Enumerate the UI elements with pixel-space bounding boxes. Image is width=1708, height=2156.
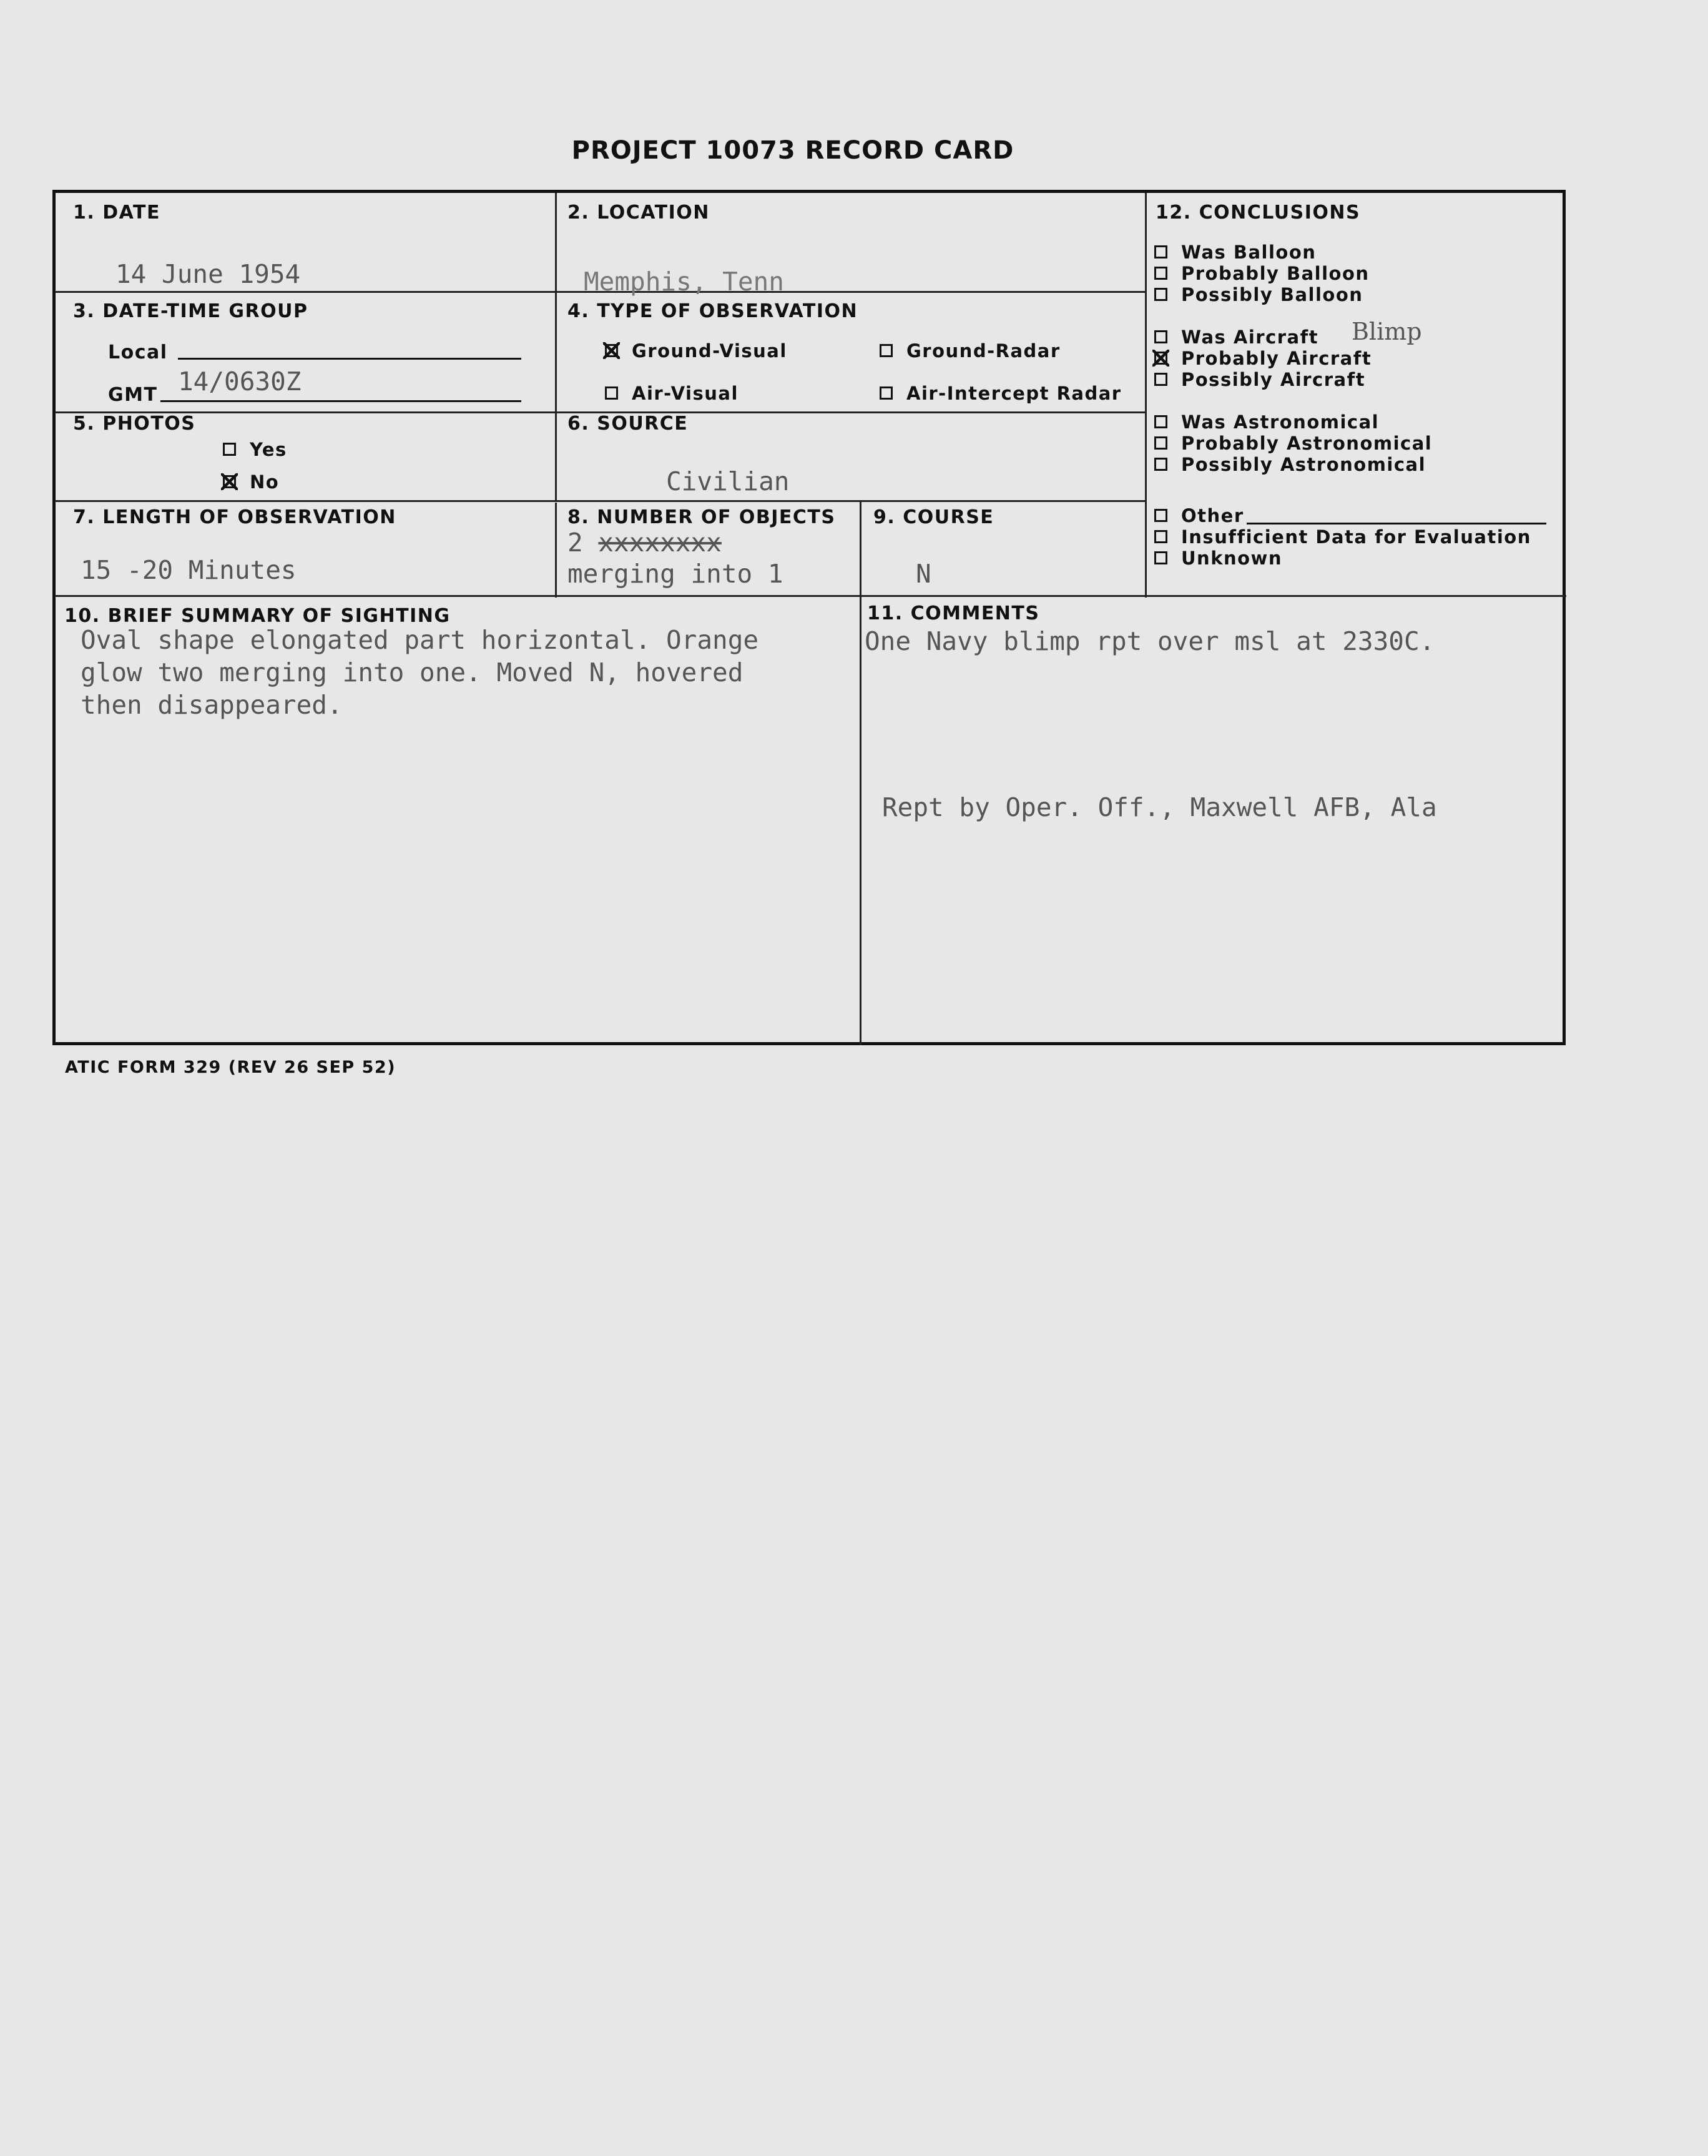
divider — [555, 193, 557, 500]
number-of-objects-detail: merging into 1 — [567, 559, 783, 589]
conclusion-label: Was Astronomical — [1181, 411, 1380, 433]
conclusion-possibly-aircraft[interactable] — [1154, 369, 1365, 390]
divider — [860, 500, 861, 1045]
summary-label: 10. BRIEF SUMMARY OF SIGHTING — [64, 605, 451, 627]
date-value: 14 June 1954 — [115, 259, 301, 289]
option-ground-radar[interactable] — [880, 340, 1061, 362]
date-label: 1. DATE — [73, 202, 160, 224]
source-label: 6. SOURCE — [567, 413, 689, 435]
length-of-observation-value: 15 -20 Minutes — [81, 555, 297, 585]
checkbox[interactable] — [880, 344, 893, 357]
checkbox[interactable] — [1154, 530, 1167, 543]
conclusion-possibly-balloon[interactable] — [1154, 284, 1363, 305]
gmt-line — [160, 400, 521, 402]
conclusion-probably-aircraft[interactable] — [1154, 348, 1372, 369]
checkbox[interactable] — [605, 386, 618, 400]
option-air-intercept-radar[interactable] — [880, 383, 1122, 404]
checkbox[interactable] — [1154, 509, 1167, 522]
location-label: 2. LOCATION — [567, 202, 710, 224]
other-line — [1247, 523, 1546, 524]
course-value: N — [916, 559, 931, 589]
conclusion-label: Possibly Astronomical — [1181, 454, 1426, 475]
option-photos-no[interactable] — [223, 471, 279, 493]
checkbox[interactable] — [223, 443, 236, 456]
number-of-objects-value — [567, 528, 722, 558]
summary-line-3: then disappeared. — [81, 690, 343, 720]
option-photos-yes[interactable] — [223, 439, 287, 460]
number-of-objects-label: 8. NUMBER OF OBJECTS — [567, 506, 836, 528]
conclusion-label: Was Aircraft — [1181, 327, 1319, 348]
checkbox[interactable] — [1154, 267, 1167, 280]
option-ground-visual[interactable] — [605, 340, 787, 362]
gmt-value: 14/0630Z — [178, 367, 302, 396]
type-of-observation-label: 4. TYPE OF OBSERVATION — [567, 300, 858, 322]
checkbox[interactable] — [880, 386, 893, 400]
option-label: Air-Intercept Radar — [906, 383, 1122, 404]
conclusion-probably-astronomical[interactable] — [1154, 433, 1432, 454]
option-label: Yes — [250, 439, 287, 460]
struck-text: xxxxxxxx — [598, 528, 722, 558]
conclusion-note: Blimp — [1352, 318, 1422, 345]
conclusion-label: Probably Astronomical — [1181, 433, 1433, 454]
conclusion-was-aircraft[interactable] — [1154, 327, 1318, 348]
local-line — [178, 358, 521, 360]
number-of-objects-count: 2 — [567, 528, 583, 558]
conclusion-label: Other — [1181, 505, 1244, 526]
checkbox[interactable] — [1154, 330, 1167, 343]
conclusion-probably-balloon[interactable] — [1154, 263, 1370, 284]
location-value: Memphis, Tenn — [584, 267, 784, 297]
conclusions-label: 12. CONCLUSIONS — [1156, 202, 1361, 224]
conclusion-label: Insufficient Data for Evaluation — [1181, 526, 1531, 548]
conclusion-other[interactable] — [1154, 505, 1244, 526]
checkbox[interactable] — [1154, 373, 1167, 386]
conclusion-label: Was Balloon — [1181, 242, 1317, 263]
divider — [555, 503, 557, 598]
conclusion-label: Probably Aircraft — [1181, 348, 1372, 369]
date-time-group-label: 3. DATE-TIME GROUP — [73, 300, 308, 322]
local-label: Local — [108, 342, 168, 363]
option-label: Air-Visual — [632, 383, 739, 404]
conclusion-label: Possibly Balloon — [1181, 284, 1363, 305]
comments-line-1: One Navy blimp rpt over msl at 2330C. — [865, 626, 1435, 656]
conclusion-label: Unknown — [1181, 548, 1282, 569]
checkbox[interactable] — [1154, 551, 1167, 564]
option-air-visual[interactable] — [605, 383, 739, 404]
checkbox-checked[interactable] — [223, 475, 236, 488]
summary-line-2: glow two merging into one. Moved N, hovered — [81, 657, 744, 687]
conclusion-unknown[interactable] — [1154, 548, 1282, 569]
option-label: Ground-Radar — [906, 340, 1061, 362]
divider — [1145, 193, 1147, 598]
divider — [56, 500, 1145, 502]
option-label: Ground-Visual — [632, 340, 787, 362]
checkbox-checked[interactable] — [605, 344, 618, 357]
divider — [56, 595, 1566, 597]
summary-line-1: Oval shape elongated part horizontal. Orange — [81, 625, 759, 655]
checkbox[interactable] — [1154, 458, 1167, 471]
comments-line-2: Rept by Oper. Off., Maxwell AFB, Ala — [882, 792, 1437, 822]
form-footer: ATIC FORM 329 (REV 26 SEP 52) — [65, 1058, 396, 1077]
source-value: Civilian — [666, 466, 790, 496]
length-of-observation-label: 7. LENGTH OF OBSERVATION — [73, 506, 396, 528]
conclusion-label: Probably Balloon — [1181, 263, 1370, 284]
gmt-label: GMT — [108, 384, 158, 406]
checkbox[interactable] — [1154, 245, 1167, 258]
record-card — [52, 190, 1566, 1045]
option-label: No — [250, 471, 280, 493]
comments-label: 11. COMMENTS — [867, 603, 1040, 624]
checkbox-checked[interactable] — [1154, 352, 1167, 365]
conclusion-was-astronomical[interactable] — [1154, 411, 1379, 433]
checkbox[interactable] — [1154, 415, 1167, 428]
conclusion-was-balloon[interactable] — [1154, 242, 1316, 263]
photos-label: 5. PHOTOS — [73, 413, 196, 435]
form-title: PROJECT 10073 RECORD CARD — [571, 136, 1014, 165]
checkbox[interactable] — [1154, 288, 1167, 301]
course-label: 9. COURSE — [873, 506, 994, 528]
conclusion-possibly-astronomical[interactable] — [1154, 454, 1426, 475]
conclusion-label: Possibly Aircraft — [1181, 369, 1366, 390]
checkbox[interactable] — [1154, 436, 1167, 450]
conclusion-insufficient-data[interactable] — [1154, 526, 1531, 548]
